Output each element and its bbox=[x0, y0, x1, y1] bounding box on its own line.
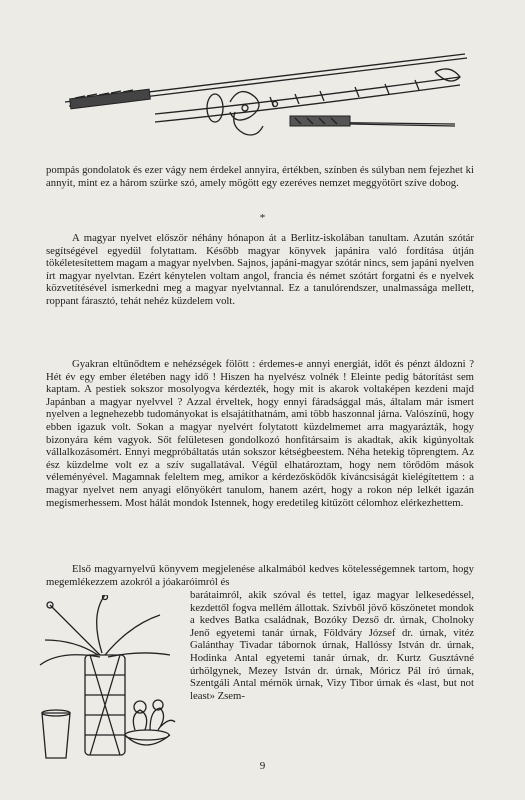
page-number: 9 bbox=[259, 760, 266, 772]
paragraph-intro: pompás gondolatok és ezer vágy nem érdekel annyira, értékben, színben és súlyban nem fejezhet ki annyit, mint ez a három szürke szó, amely mögött egy ezeréves nemzet meggyötört szíve dobog. bbox=[46, 164, 474, 189]
flower-vase-illustration bbox=[30, 595, 180, 765]
flower-bowl-icon bbox=[125, 700, 175, 745]
small-cup-icon bbox=[42, 710, 70, 758]
tall-vase-icon bbox=[85, 655, 125, 755]
paragraph-thanks-lead: Első magyarnyelvű könyvem megjelenése alkalmából kedves kötelességemnek tartom, hogy megemlékezzem azokról a jóakaróimról és bbox=[46, 563, 474, 588]
swords-illustration bbox=[55, 42, 475, 142]
paragraph-thanks-rest: barátaimról, akik szóval és tettel, igaz magyar lelkesedéssel, kezdettől fogva mellém állottak. Szívből jövő köszönetet mondok a kedves Batka családnak, Bozóky Dezső dr. úrnak, Cholnoky Jenő egyetemi tanár úrnak, Földváry József dr. úrnak, vitéz Galánthay Tivadar tábornok úrnak, Hallóssy István dr. úrnak, Hodinka Antal egyetemi tanár úrnak, dr. Kurtz Gusztávné úrhölgynek, Mezey István dr. úrnak, Móricz Pál író úrnak, Szentgáli Antal mérnök úrnak, Vizy Tibor úrnak és «last, but not least» Zsem- bbox=[190, 589, 474, 702]
section-separator: * bbox=[259, 212, 266, 224]
paragraph-doubts: Gyakran eltűnődtem e nehézségek fölött : érdemes-e annyi energiát, időt és pénzt áldozni ? Hét év egy ember életében nagy idő ! Hiszen ha nyelvész volnék ! Eleinte pedig bátorítást sem kaptam. A pestiek sokszor mosolyogva kérdezték, hogy mit is akarok voltaképen kezdeni majd Japánban a magyar nyelvvel ? Azzal érveltek, hogy ennyi fáradsággal más, általam már ismert nyelven a legnehezebb tudományokat is elsajátíthatnám, ami több haszonnal járna. Valószínű, hogy ebben igazuk volt. Sokan a magyar nyelvért folytatott küzdelmemet arra magyarázták, hogy bizonyára kém vagyok. Sőt felületesen gondolkozó honfitársaim is akadtak, akik kigúnyoltak vállalkozásomért. Ennyi megpróbáltatás után sokszor kétségbeestem. Néha hetekig töprengtem. Az ész küzdelme volt ez a szív sugallatával. Végül elhatároztam, hogy nem törődöm mások véleményével. Magamnak feleltem meg, amikor a kérdezősködők kíváncsiságát kielégítettem : a magyar nyelvet nem anyagi előnyökért tanulom, hanem azért, hogy a rokon nép lelkét igazán megismerhessem. Most hálát mondok Istennek, hogy eredetileg kitűzött célomhoz elérkezhettem. bbox=[46, 358, 474, 509]
katana-upper-icon bbox=[65, 54, 467, 109]
wakizashi-icon bbox=[290, 116, 455, 126]
paragraph-learning: A magyar nyelvet először néhány hónapon át a Berlitz-iskolában tanultam. Azután szótár segítségével egyedül folytattam. Később magyar könyvek japánira való fordítása útján tökéletesítettem magam a magyar nyelvben. Sajnos, japáni-magyar szótár nincs, sem japáni nyelven írt magyar nyelvtan. Ezért kénytelen voltam angol, francia és német szótárt forgatni és e nyelvek közvetítésével ismerkedni meg a magyar nyelvtannal. Ez a tanulórendszer, unalmassága mellett, roppant fárasztó, tehát nehéz küzdelem volt. bbox=[46, 232, 474, 307]
